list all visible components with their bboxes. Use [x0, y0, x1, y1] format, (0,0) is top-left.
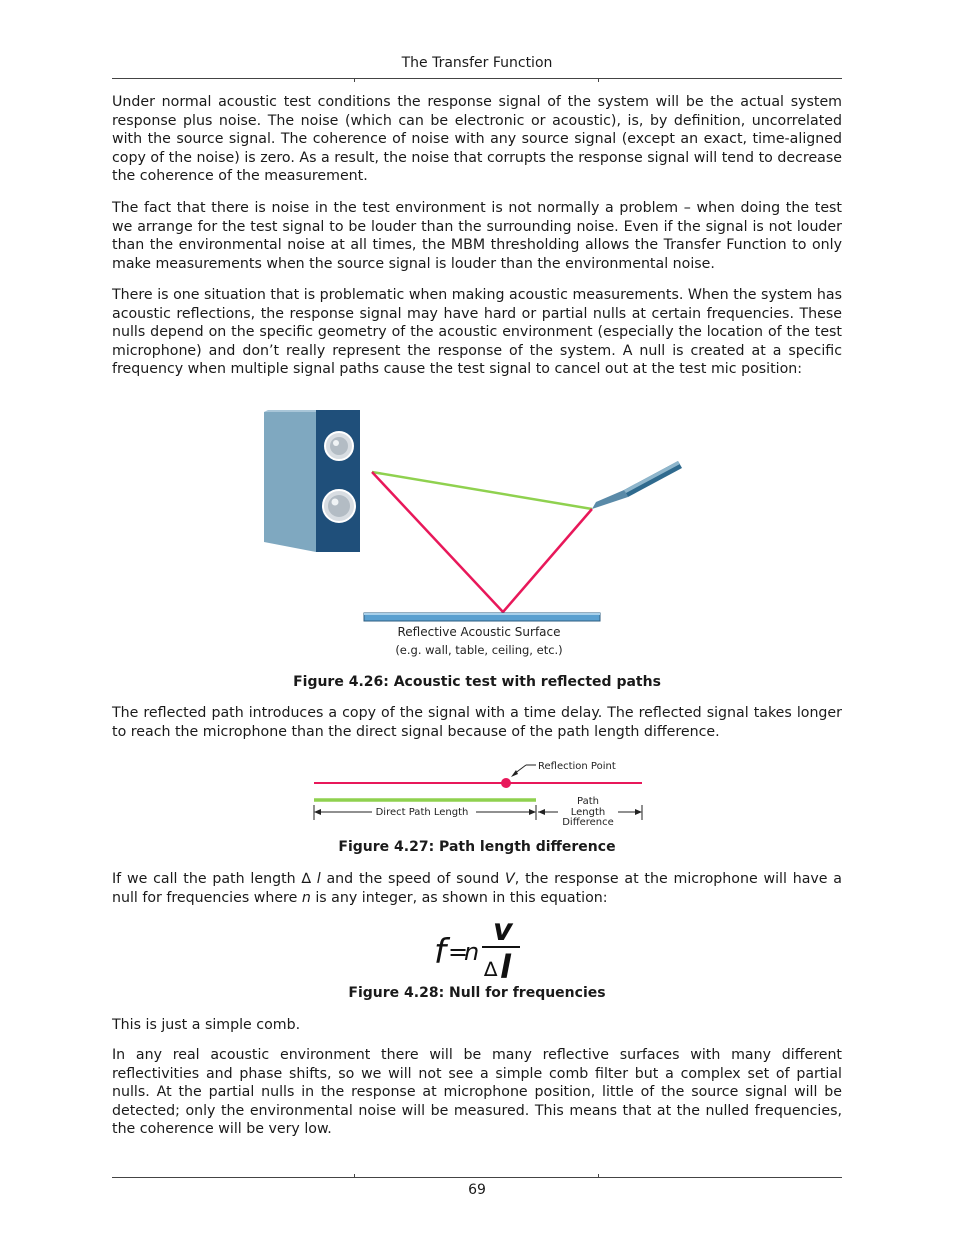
header-title: The Transfer Function	[401, 55, 553, 71]
p5-text-c: , the response at the microphone will have a null for frequencies where	[112, 871, 842, 906]
p5-delta: ∆	[301, 871, 317, 887]
paragraph-noise-environment: The fact that there is noise in the test environment is not normally a problem – when doing the test we arrange for the test signal to be louder than the surrounding noise. Even if the signal is not louder than the environmental noise at all times, the MBM thresholding allows the Transfer Function to only make measurements when the source signal is louder than the environmental noise.	[112, 200, 842, 272]
figure-caption-4-26: Figure 4.26: Acoustic test with reflected paths	[293, 674, 661, 690]
surface-sublabel: (e.g. wall, table, ceiling, etc.)	[395, 643, 563, 657]
page-number: 69	[468, 1182, 486, 1198]
figure-path-length-difference	[300, 755, 660, 830]
footer-rule-tick	[598, 1174, 599, 1178]
paragraph-reflections: There is one situation that is problematic when making acoustic measurements. When the system has acoustic reflections, the response signal may have hard or partial nulls at certain frequencies. These nulls depend on the specific geometry of the acoustic environment (especially the location of the test microphone) and don’t really represent the response of the system. A null is created at a specific frequency when multiple signal paths cause the test signal to cancel out at the test mic position:	[112, 287, 842, 378]
p5-text-b: and the speed of sound	[320, 871, 506, 887]
figure-acoustic-reflection	[250, 398, 710, 668]
header-rule	[112, 78, 842, 79]
reflection-point-marker	[501, 778, 511, 788]
equation-n: n	[464, 938, 480, 966]
speaker-driver-upper	[325, 432, 353, 460]
speaker-top	[264, 410, 320, 412]
equation-v: v	[493, 918, 513, 948]
p5-l: l	[316, 871, 321, 887]
direct-path-label: Direct Path Length	[375, 807, 469, 818]
path-difference-label-1: Path	[577, 796, 599, 807]
speaker-driver-lower	[323, 490, 355, 522]
equation-delta: ∆	[484, 957, 498, 980]
figure-caption-4-28: Figure 4.28: Null for frequencies	[348, 985, 606, 1001]
footer-rule	[112, 1177, 842, 1178]
figure-caption-4-27: Figure 4.27: Path length difference	[338, 839, 616, 855]
p5-text-a: If we call the path length	[112, 871, 302, 887]
speaker-side	[264, 412, 316, 552]
paragraph-simple-comb: This is just a simple comb.	[112, 1017, 301, 1033]
reflection-point-label: Reflection Point	[538, 761, 616, 772]
path-difference-label-3: Difference	[562, 817, 614, 828]
reflected-path-line	[372, 472, 592, 612]
footer-rule-tick	[354, 1174, 355, 1178]
p5-text-d: is any integer, as shown in this equation:	[310, 889, 608, 906]
equation-null-frequencies	[430, 918, 530, 980]
path-difference-label-2: Length	[570, 807, 606, 818]
reflection-point-leader	[511, 765, 536, 777]
direct-path-line	[372, 472, 592, 509]
p5-v: V	[505, 871, 515, 887]
paragraph-path-length-definition	[112, 870, 842, 907]
header-rule-tick	[598, 78, 599, 82]
p5-n: n	[301, 889, 311, 906]
surface-label: Reflective Acoustic Surface	[397, 625, 561, 639]
equation-f: f	[434, 932, 446, 972]
paragraph-noise: Under normal acoustic test conditions the response signal of the system will be the actual system response plus noise. The noise (which can be electronic or acoustic), is, by definition, uncorrelated with the source signal. The coherence of noise with any source signal (except an exact, time-aligned copy of the noise) is zero. As a result, the noise that corrupts the response signal will tend to decrease the coherence of the measurement.	[112, 94, 842, 185]
header-rule-tick	[354, 78, 355, 82]
microphone-icon	[592, 461, 682, 509]
paragraph-real-environment: In any real acoustic environment there will be many reflective surfaces with many different reflectivities and phase shifts, so we will not see a simple comb filter but a complex set of partial nulls. At the partial nulls in the response at microphone position, little of the source signal will be detected; only the environmental noise will be measured. This means that at the nulled frequencies, the coherence will be very low.	[112, 1047, 842, 1138]
surface-highlight	[364, 613, 600, 615]
equation-equals: =	[448, 938, 469, 966]
equation-l: l	[500, 948, 511, 980]
paragraph-reflected-path: The reflected path introduces a copy of the signal with a time delay. The reflected signal takes longer to reach the microphone than the direct signal because of the path length difference.	[112, 705, 842, 740]
